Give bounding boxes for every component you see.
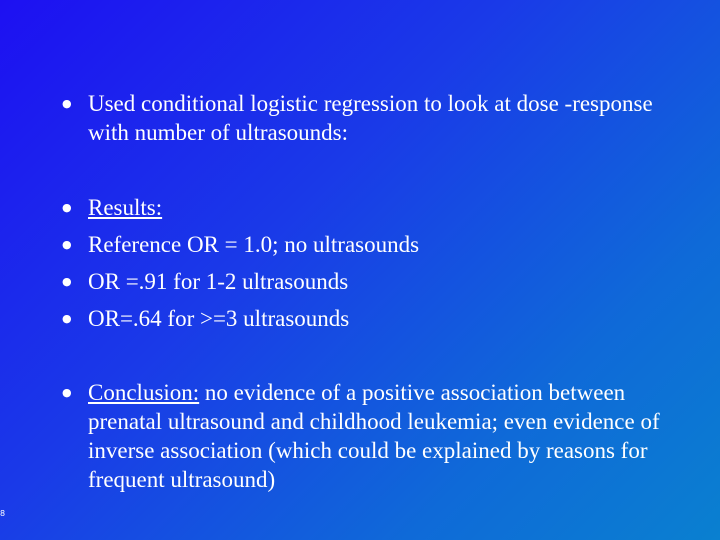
bullet-text: OR=.64 for >=3 ultrasounds [88,306,350,331]
bullet-icon: ● [62,238,72,251]
results-heading: Results: [88,195,163,220]
conclusion-label: Conclusion: [88,380,200,405]
bullet-icon: ● [62,97,72,110]
bullet-item [62,378,662,494]
conclusion-text [88,378,662,494]
bullet-icon: ● [62,201,72,214]
bullet-item [62,193,672,222]
bullet-item [62,267,672,296]
bullet-icon: ● [62,275,72,288]
bullet-item [62,230,672,259]
bullet-item [62,304,672,333]
bullet-text: Reference OR = 1.0; no ultrasounds [88,232,420,257]
bullet-text: Used conditional logistic regression to look at dose -response with number of ultrasounds: [88,91,653,145]
conclusion-body: no evidence of a positive association between prenatal ultrasound and childhood leukemia; even evidence of inverse association (which could be explained by reasons for frequent ultrasound) [88,380,660,492]
slide-number: 8 [0,509,6,518]
bullet-text: OR =.91 for 1-2 ultrasounds [88,269,349,294]
bullet-icon: ● [62,386,72,399]
bullet-icon: ● [62,312,72,325]
bullet-item [62,89,672,147]
